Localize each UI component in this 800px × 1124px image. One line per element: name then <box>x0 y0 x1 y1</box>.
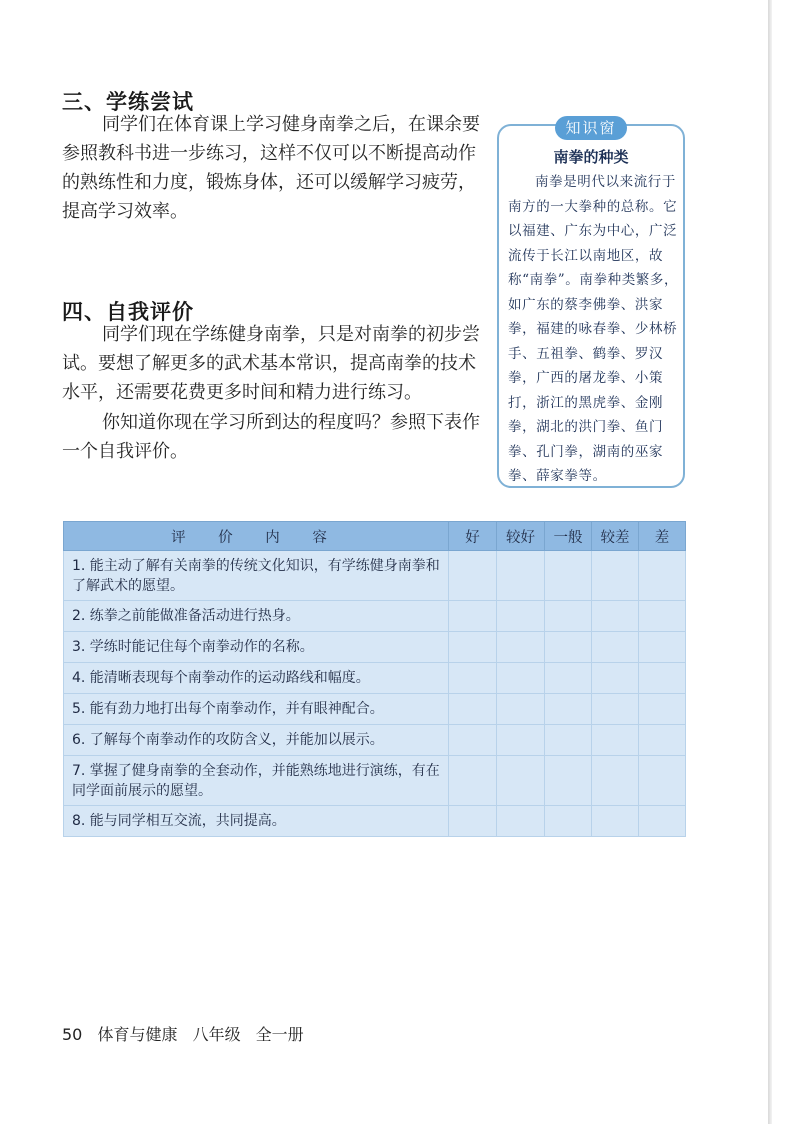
page-footer <box>62 1022 314 1045</box>
criterion-cell: 8. 能与同学相互交流，共同提高。 <box>64 806 449 837</box>
knowledge-box-body: 南拳是明代以来流行于南方的一大拳种的总称。它以福建、广东为中心，广泛流传于长江以南地区，故称“南拳”。南拳种类繁多，如广东的蔡李佛拳、洪家拳，福建的咏春拳、少林桥手、五祖拳、鹤拳、罗汉拳，广西的屠龙拳、小策打，浙江的黑虎拳、金刚拳，湖北的洪门拳、鱼门拳、孔门拳，湖南的巫家拳、薛家拳等。 <box>508 174 679 484</box>
table-row <box>64 632 686 663</box>
rating-cell[interactable] <box>545 632 592 663</box>
header-good: 好 <box>449 522 497 551</box>
rating-cell[interactable] <box>545 694 592 725</box>
header-poor: 差 <box>639 522 686 551</box>
knowledge-box-tag: 知识窗 <box>555 116 627 140</box>
page-edge <box>768 0 772 1124</box>
criterion-cell: 2. 练拳之前能做准备活动进行热身。 <box>64 601 449 632</box>
rating-cell[interactable] <box>497 663 545 694</box>
rating-cell[interactable] <box>639 756 686 806</box>
rating-cell[interactable] <box>497 756 545 806</box>
section-3-paragraph: 同学们在体育课上学习健身南拳之后，在课余要参照教科书进一步练习，这样不仅可以不断提高动作的熟练性和力度，锻炼身体，还可以缓解学习疲劳，提高学习效率。 <box>62 114 480 222</box>
section-4-heading: 四、自我评价 <box>62 300 194 324</box>
rating-cell[interactable] <box>639 551 686 601</box>
rating-cell[interactable] <box>545 756 592 806</box>
table-row <box>64 725 686 756</box>
header-content: 评 价 内 容 <box>64 522 449 551</box>
criterion-cell: 3. 学练时能记住每个南拳动作的名称。 <box>64 632 449 663</box>
table-row <box>64 551 686 601</box>
rating-cell[interactable] <box>449 725 497 756</box>
rating-cell[interactable] <box>449 663 497 694</box>
rating-cell[interactable] <box>545 806 592 837</box>
criterion-cell: 6. 了解每个南拳动作的攻防含义，并能加以展示。 <box>64 725 449 756</box>
rating-cell[interactable] <box>545 663 592 694</box>
rating-cell[interactable] <box>545 551 592 601</box>
rating-cell[interactable] <box>449 756 497 806</box>
rating-cell[interactable] <box>449 632 497 663</box>
rating-cell[interactable] <box>639 632 686 663</box>
rating-cell[interactable] <box>449 694 497 725</box>
header-fairly-good: 较好 <box>497 522 545 551</box>
header-fairly-poor: 较差 <box>592 522 639 551</box>
section-4-paragraph-1: 同学们现在学练健身南拳，只是对南拳的初步尝试。要想了解更多的武术基本常识，提高南拳的技术水平，还需要花费更多时间和精力进行练习。 <box>62 324 480 403</box>
rating-cell[interactable] <box>497 551 545 601</box>
rating-cell[interactable] <box>592 756 639 806</box>
self-evaluation-table <box>63 521 686 837</box>
criterion-cell: 1. 能主动了解有关南拳的传统文化知识，有学练健身南拳和了解武术的愿望。 <box>64 551 449 601</box>
rating-cell[interactable] <box>497 601 545 632</box>
knowledge-box-title: 南拳的种类 <box>553 148 629 166</box>
table-row <box>64 756 686 806</box>
rating-cell[interactable] <box>592 632 639 663</box>
rating-cell[interactable] <box>639 601 686 632</box>
rating-cell[interactable] <box>497 725 545 756</box>
table-row <box>64 663 686 694</box>
rating-cell[interactable] <box>449 601 497 632</box>
criterion-cell: 4. 能清晰表现每个南拳动作的运动路线和幅度。 <box>64 663 449 694</box>
book-title: 体育与健康 <box>97 1025 178 1044</box>
volume-label: 全一册 <box>255 1025 304 1044</box>
criterion-cell: 5. 能有劲力地打出每个南拳动作，并有眼神配合。 <box>64 694 449 725</box>
grade-label: 八年级 <box>192 1025 241 1044</box>
rating-cell[interactable] <box>592 806 639 837</box>
rating-cell[interactable] <box>639 663 686 694</box>
rating-cell[interactable] <box>545 725 592 756</box>
rating-cell[interactable] <box>449 551 497 601</box>
rating-cell[interactable] <box>592 725 639 756</box>
rating-cell[interactable] <box>497 694 545 725</box>
page-number: 50 <box>62 1025 83 1044</box>
rating-cell[interactable] <box>639 694 686 725</box>
rating-cell[interactable] <box>497 806 545 837</box>
criterion-cell: 7. 掌握了健身南拳的全套动作，并能熟练地进行演练，有在同学面前展示的愿望。 <box>64 756 449 806</box>
rating-cell[interactable] <box>592 551 639 601</box>
rating-cell[interactable] <box>545 601 592 632</box>
rating-cell[interactable] <box>592 663 639 694</box>
section-3-heading: 三、学练尝试 <box>62 90 194 114</box>
rating-cell[interactable] <box>639 806 686 837</box>
header-average: 一般 <box>545 522 592 551</box>
rating-cell[interactable] <box>497 632 545 663</box>
rating-cell[interactable] <box>639 725 686 756</box>
table-row <box>64 694 686 725</box>
rating-cell[interactable] <box>592 694 639 725</box>
table-header-row <box>64 522 686 551</box>
section-4-paragraph-2: 你知道你现在学习所到达的程度吗？参照下表作一个自我评价。 <box>62 412 480 462</box>
rating-cell[interactable] <box>592 601 639 632</box>
table-row <box>64 806 686 837</box>
table-row <box>64 601 686 632</box>
rating-cell[interactable] <box>449 806 497 837</box>
